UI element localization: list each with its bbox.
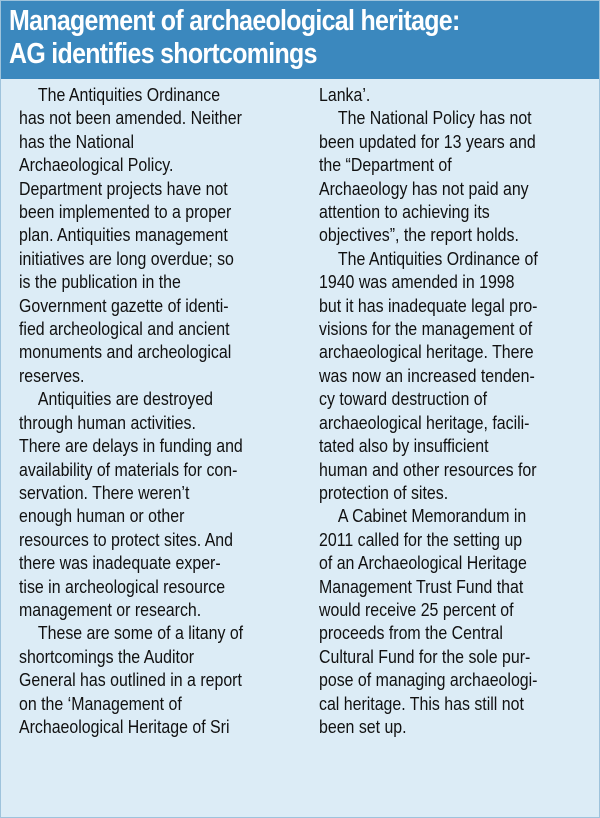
text-line: was now an increased tenden- <box>319 364 535 386</box>
text-line: Cultural Fund for the sole pur- <box>319 645 531 667</box>
text-line: tated also by insufficient <box>319 435 489 457</box>
text-line: pose of managing archaeologi- <box>319 669 538 691</box>
text-line: has not been amended. Neither <box>19 107 242 129</box>
text-line: availability of materials for con- <box>19 458 238 480</box>
text-line: The Antiquities Ordinance <box>37 84 221 105</box>
text-line: A Cabinet Memorandum in <box>337 505 527 527</box>
text-line: The Antiquities Ordinance of <box>337 247 538 269</box>
text-line: Archaeological Policy. <box>19 154 174 176</box>
text-line: fied archeological and ancient <box>19 318 230 340</box>
text-line: 2011 called for the setting up <box>319 528 523 550</box>
text-line: management or research. <box>19 598 202 620</box>
headline-line-2: AG identifies shortcomings <box>9 38 317 70</box>
text-line: visions for the management of <box>319 318 533 340</box>
text-line: Archaeological Heritage of Sri <box>19 715 230 737</box>
text-line: would receive 25 percent of <box>319 598 514 620</box>
text-line: archaeological heritage. There <box>319 341 534 363</box>
text-line: the “Department of <box>319 154 452 176</box>
text-line: attention to achieving its <box>319 201 490 223</box>
text-line: Department projects have not <box>19 177 228 199</box>
text-line: has the National <box>19 130 134 152</box>
text-line: monuments and archeological <box>19 341 232 363</box>
text-line: enough human or other <box>19 505 185 527</box>
text-line: 1940 was amended in 1998 <box>319 271 515 293</box>
right-column <box>319 83 591 738</box>
text-line: resources to protect sites. And <box>19 528 234 550</box>
text-line: shortcomings the Auditor <box>19 645 195 667</box>
text-line: tise in archeological resource <box>19 575 226 597</box>
text-line: human and other resources for <box>319 458 537 480</box>
text-line: The National Policy has not <box>337 107 532 129</box>
text-line: Antiquities are destroyed <box>37 388 214 410</box>
text-line: These are some of a litany of <box>37 622 244 644</box>
text-line: Management Trust Fund that <box>319 575 524 597</box>
text-line: archaeological heritage, facili- <box>319 411 530 433</box>
text-line: initiatives are long overdue; so <box>19 247 234 269</box>
text-line: protection of sites. <box>319 481 449 503</box>
text-line: there was inadequate exper- <box>19 552 221 574</box>
text-line: on the ‘Management of <box>19 692 182 714</box>
text-line: plan. Antiquities management <box>19 224 228 246</box>
text-line: Government gazette of identi- <box>19 294 229 316</box>
text-line: proceeds from the Central <box>319 622 503 644</box>
text-line: servation. There weren’t <box>19 481 190 503</box>
headline-line-1: Management of archaeological heritage: <box>9 5 460 37</box>
text-line: but it has inadequate legal pro- <box>319 294 538 316</box>
text-line: Archaeology has not paid any <box>319 177 529 199</box>
text-line: been set up. <box>319 715 407 737</box>
text-line: is the publication in the <box>19 271 181 293</box>
text-line: There are delays in funding and <box>19 435 243 457</box>
headline <box>1 1 599 79</box>
text-line: reserves. <box>19 364 85 386</box>
text-line: been implemented to a proper <box>19 201 232 223</box>
text-line: through human activities. <box>19 411 196 433</box>
left-column <box>19 83 289 738</box>
text-line: General has outlined in a report <box>19 669 242 691</box>
text-line: cy toward destruction of <box>319 388 488 410</box>
text-line: been updated for 13 years and <box>319 130 536 152</box>
text-line: objectives”, the report holds. <box>319 224 519 246</box>
text-line: of an Archaeological Heritage <box>319 552 527 574</box>
text-line: cal heritage. This has still not <box>319 692 524 714</box>
text-line: Lanka’. <box>319 84 371 105</box>
